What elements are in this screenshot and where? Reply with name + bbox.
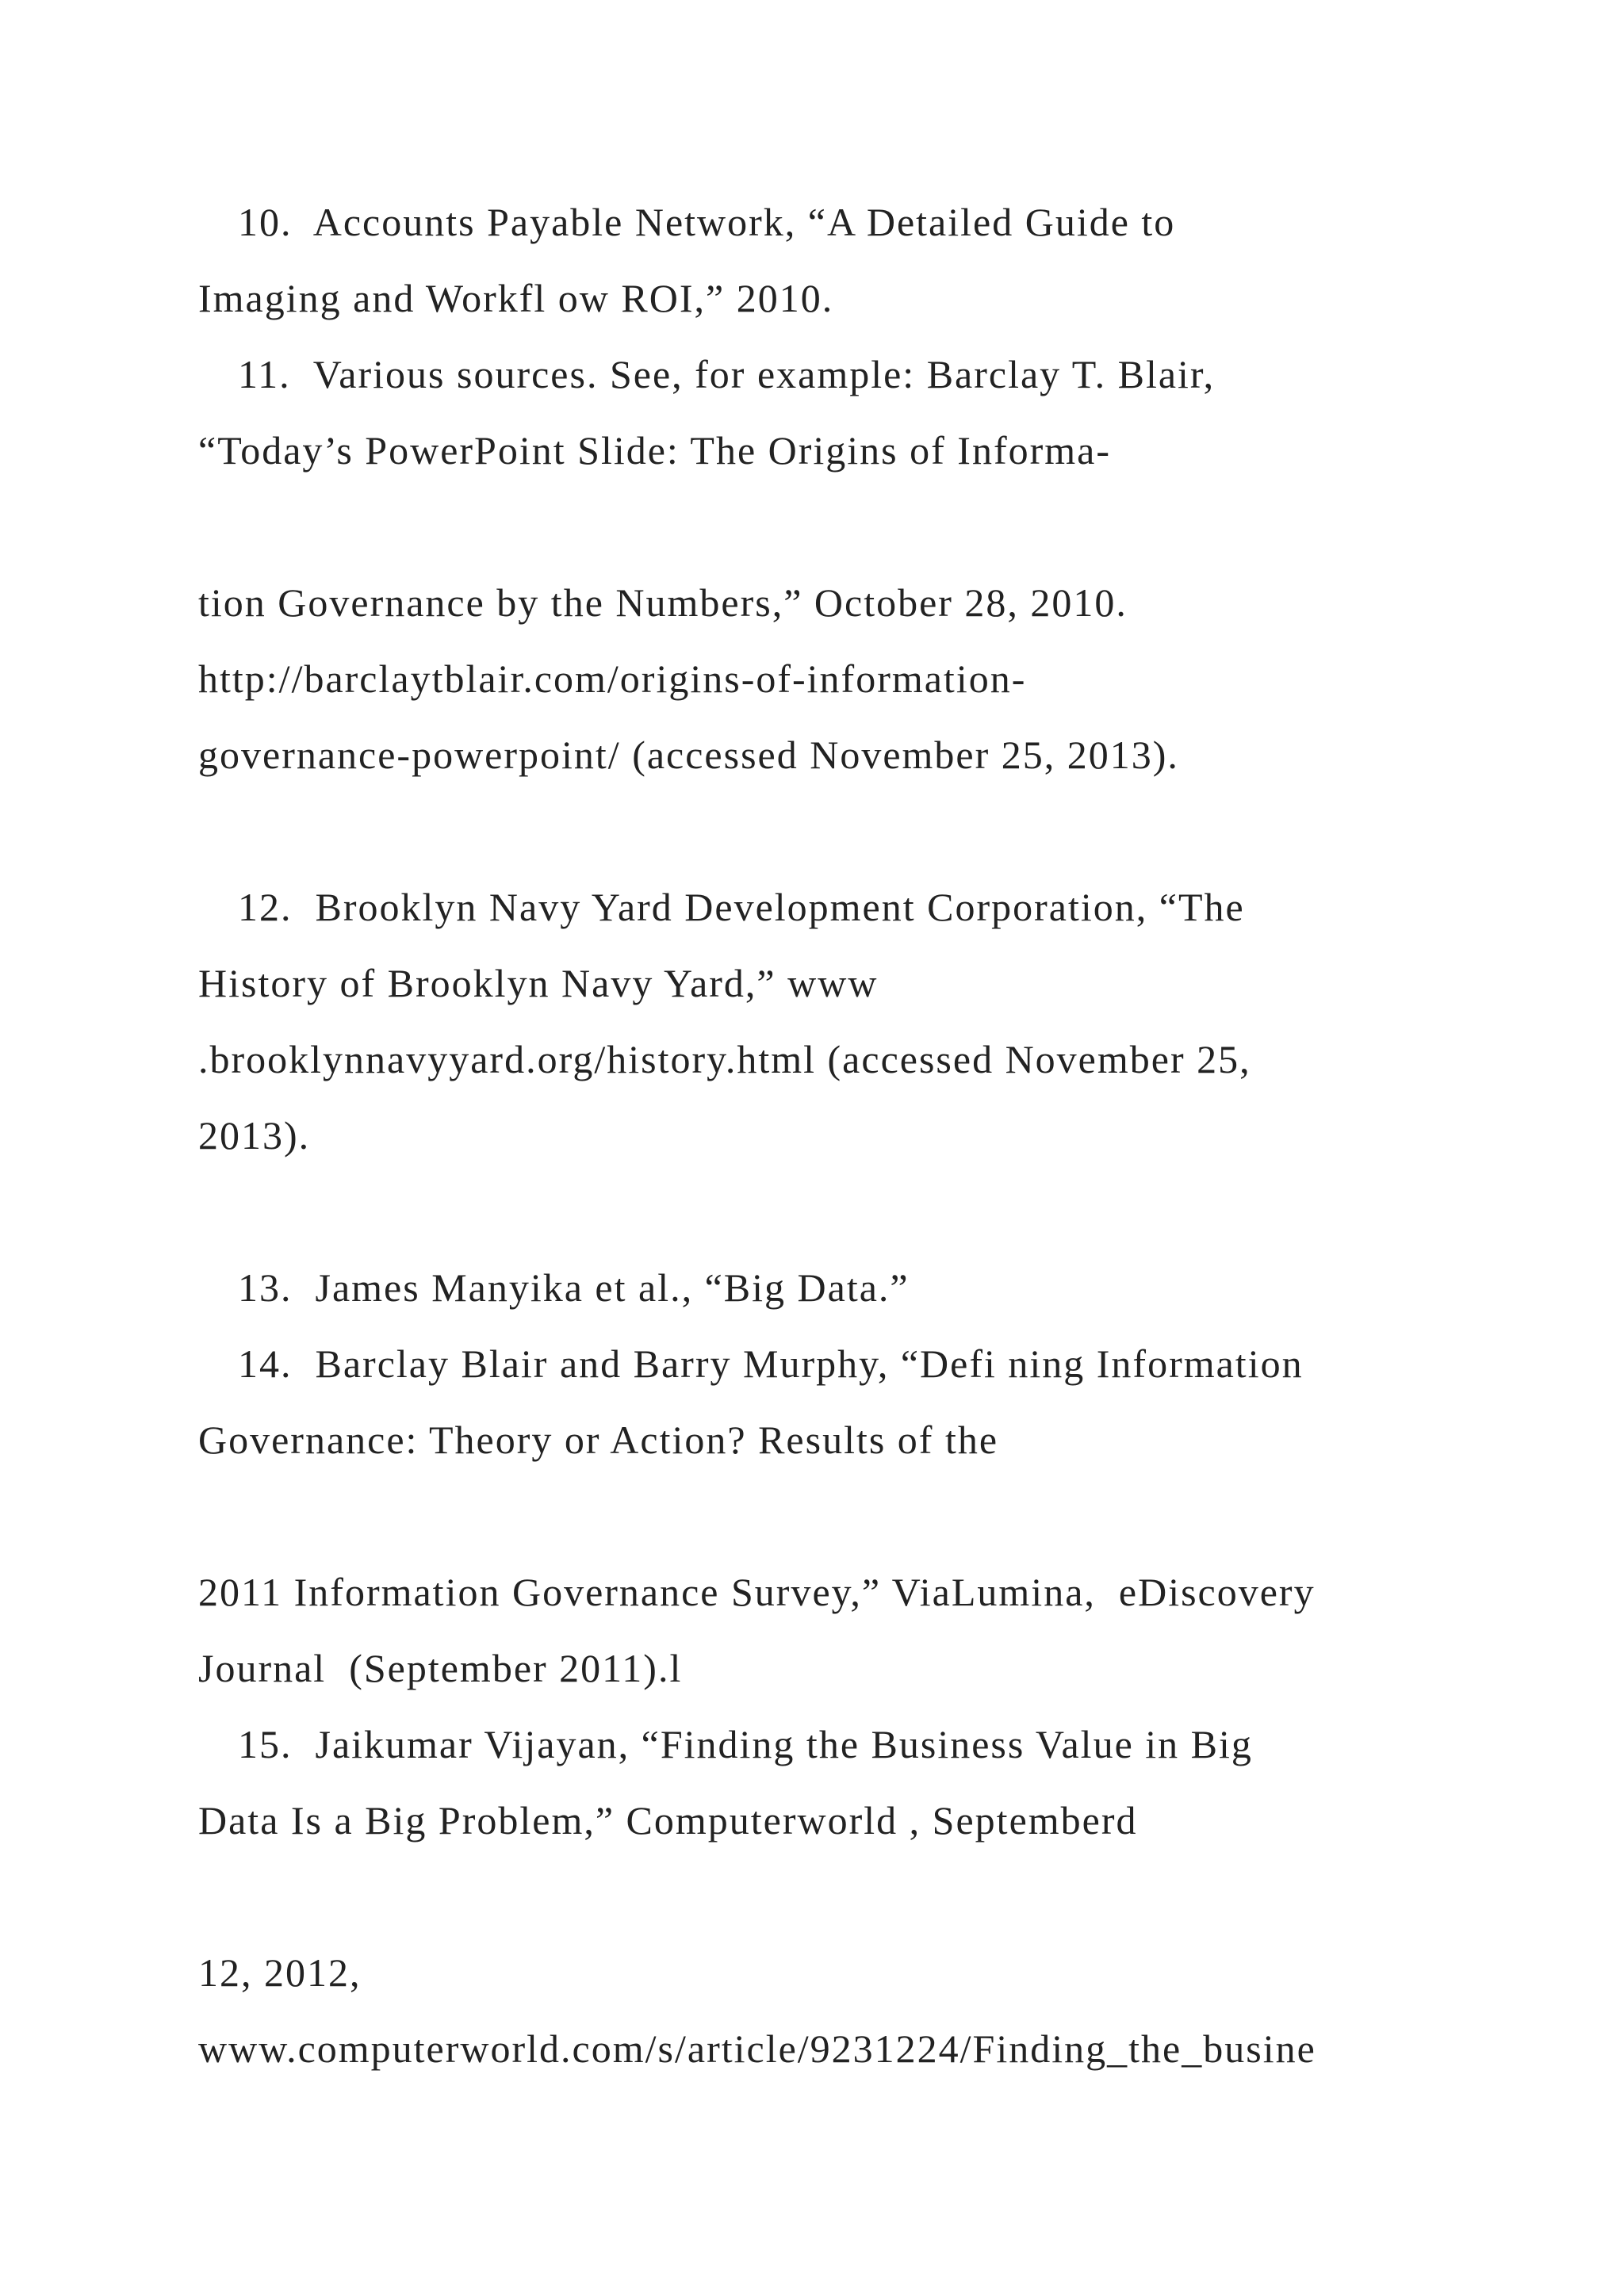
note-11-line-4: http://barclaytblair.com/origins-of-information- xyxy=(198,656,1027,701)
note-11-line-2: “Today’s PowerPoint Slide: The Origins of Informa- xyxy=(198,428,1111,473)
note-15-line-1: 15. Jaikumar Vijayan, “Finding the Business Value in Big xyxy=(238,1722,1253,1766)
note-14-line-1: 14. Barclay Blair and Barry Murphy, “Defi ning Information xyxy=(238,1341,1304,1386)
note-11-line-5: governance-powerpoint/ (accessed November 25, 2013). xyxy=(198,733,1179,777)
note-12-line-3: .brooklynnavyyard.org/history.html (accessed November 25, xyxy=(198,1037,1251,1081)
note-14-line-4: Journal (September 2011).l xyxy=(198,1646,683,1690)
note-11-line-3: tion Governance by the Numbers,” October 28, 2010. xyxy=(198,580,1128,625)
note-12-line-4: 2013). xyxy=(198,1113,311,1158)
note-10-line-1: 10. Accounts Payable Network, “A Detailed Guide to xyxy=(238,200,1176,244)
note-14-line-2: Governance: Theory or Action? Results of the xyxy=(198,1418,999,1462)
note-12-line-2: History of Brooklyn Navy Yard,” www xyxy=(198,961,879,1005)
note-12-line-1: 12. Brooklyn Navy Yard Development Corporation, “The xyxy=(238,885,1245,929)
note-15-line-3: 12, 2012, xyxy=(198,1950,362,1995)
note-15-line-2: Data Is a Big Problem,” Computerworld , Septemberd xyxy=(198,1798,1138,1843)
note-10-line-2: Imaging and Workfl ow ROI,” 2010. xyxy=(198,276,834,320)
note-11-line-1: 11. Various sources. See, for example: Barclay T. Blair, xyxy=(238,352,1216,396)
note-13-line-1: 13. James Manyika et al., “Big Data.” xyxy=(238,1265,910,1310)
note-15-line-4: www.computerworld.com/s/article/9231224/Finding_the_busine xyxy=(198,2026,1316,2071)
note-14-line-3: 2011 Information Governance Survey,” ViaLumina, eDiscovery xyxy=(198,1570,1316,1614)
